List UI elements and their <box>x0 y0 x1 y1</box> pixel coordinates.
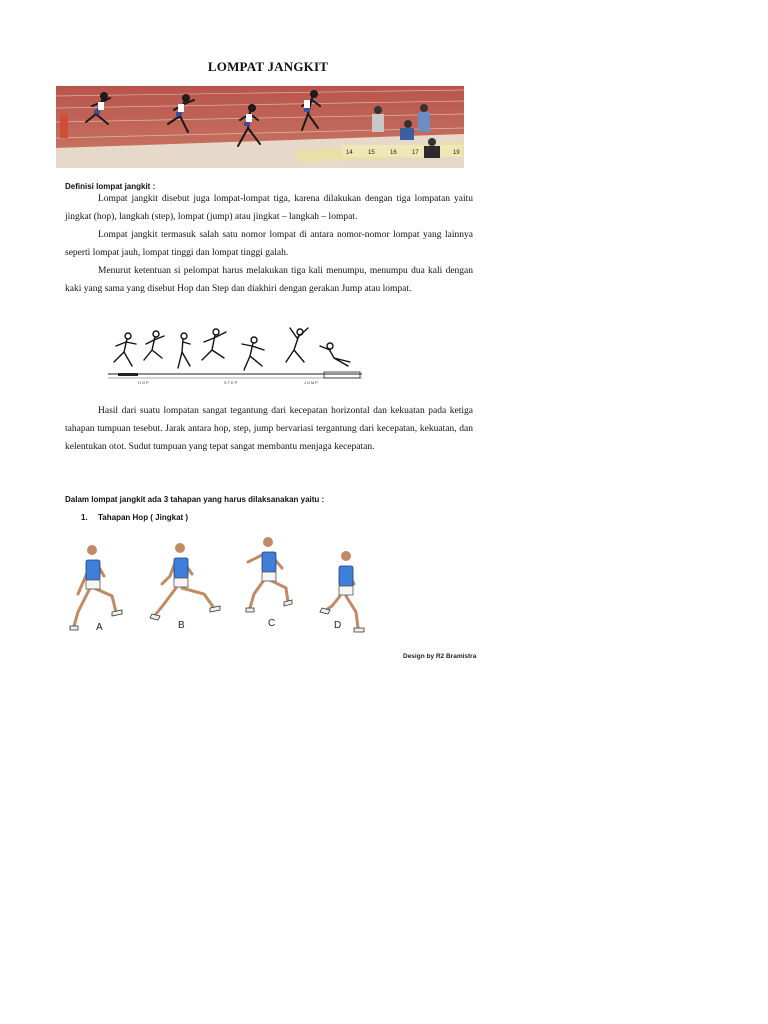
page-title: LOMPAT JANGKIT <box>207 59 329 74</box>
paragraph-3: Menurut ketentuan si pelompat harus melakukan tiga kali menumpu, menumpu dua kali dengan kaki yang sama yang disebut Hop dan Step dan diakhiri dengan gerakan Jump atau lompat. <box>65 266 473 294</box>
result-paragraph-block <box>65 402 473 456</box>
hop-phase-illustration <box>64 532 374 636</box>
definition-heading: Definisi lompat jangkit : <box>65 182 156 191</box>
paragraph-1: Lompat jangkit disebut juga lompat-lompat tiga, karena dilakukan dengan tiga lompatan yaitu jingkat (hop), langkah (step), lompat (jump) atau jingkat – langkah – lompat. <box>65 194 473 222</box>
stage-1-number: 1. <box>81 513 88 522</box>
phase-label-jump: JUMP <box>304 380 319 385</box>
definition-paragraphs <box>65 190 473 298</box>
board-number <box>342 145 462 157</box>
paragraph-4: Hasil dari suatu lompatan sangat tegantung dari kecepatan horizontal dan kekuatan pada ketiga tahapan tumpuan tesebut. Jarak antara hop, step, jump bervariasi tergantung dari kecepatan, kekuatan, dan kelentukan otot. Sudut tumpuan yang tepat sangat membantu menjaga kecepatan. <box>65 406 473 452</box>
figure-label-b: B <box>178 620 185 631</box>
hop-step-jump-sequence-illustration <box>104 322 366 390</box>
stage-1-label: Tahapan Hop ( Jingkat ) <box>98 513 189 522</box>
design-credit: Design by R2 Bramistra <box>403 653 477 660</box>
svg-text:17: 17 <box>412 150 419 156</box>
svg-text:15: 15 <box>368 150 375 156</box>
figure-label-d: D <box>334 620 342 631</box>
figure-label-c: C <box>268 618 276 629</box>
svg-text:16: 16 <box>390 150 397 156</box>
svg-text:14: 14 <box>346 150 353 156</box>
phase-label-step: STEP <box>224 380 239 385</box>
triple-jump-banner-image <box>56 86 464 168</box>
phase-label-hop: HOP <box>138 380 150 385</box>
svg-text:19: 19 <box>453 150 460 156</box>
stages-heading: Dalam lompat jangkit ada 3 tahapan yang harus dilaksanakan yaitu : <box>65 495 325 504</box>
figure-label-a: A <box>96 622 103 633</box>
paragraph-2: Lompat jangkit termasuk salah satu nomor lompat di antara nomor-nomor lompat yang lainnya seperti lompat jauh, lompat tinggi dan lompat tinggi galah. <box>65 230 473 258</box>
